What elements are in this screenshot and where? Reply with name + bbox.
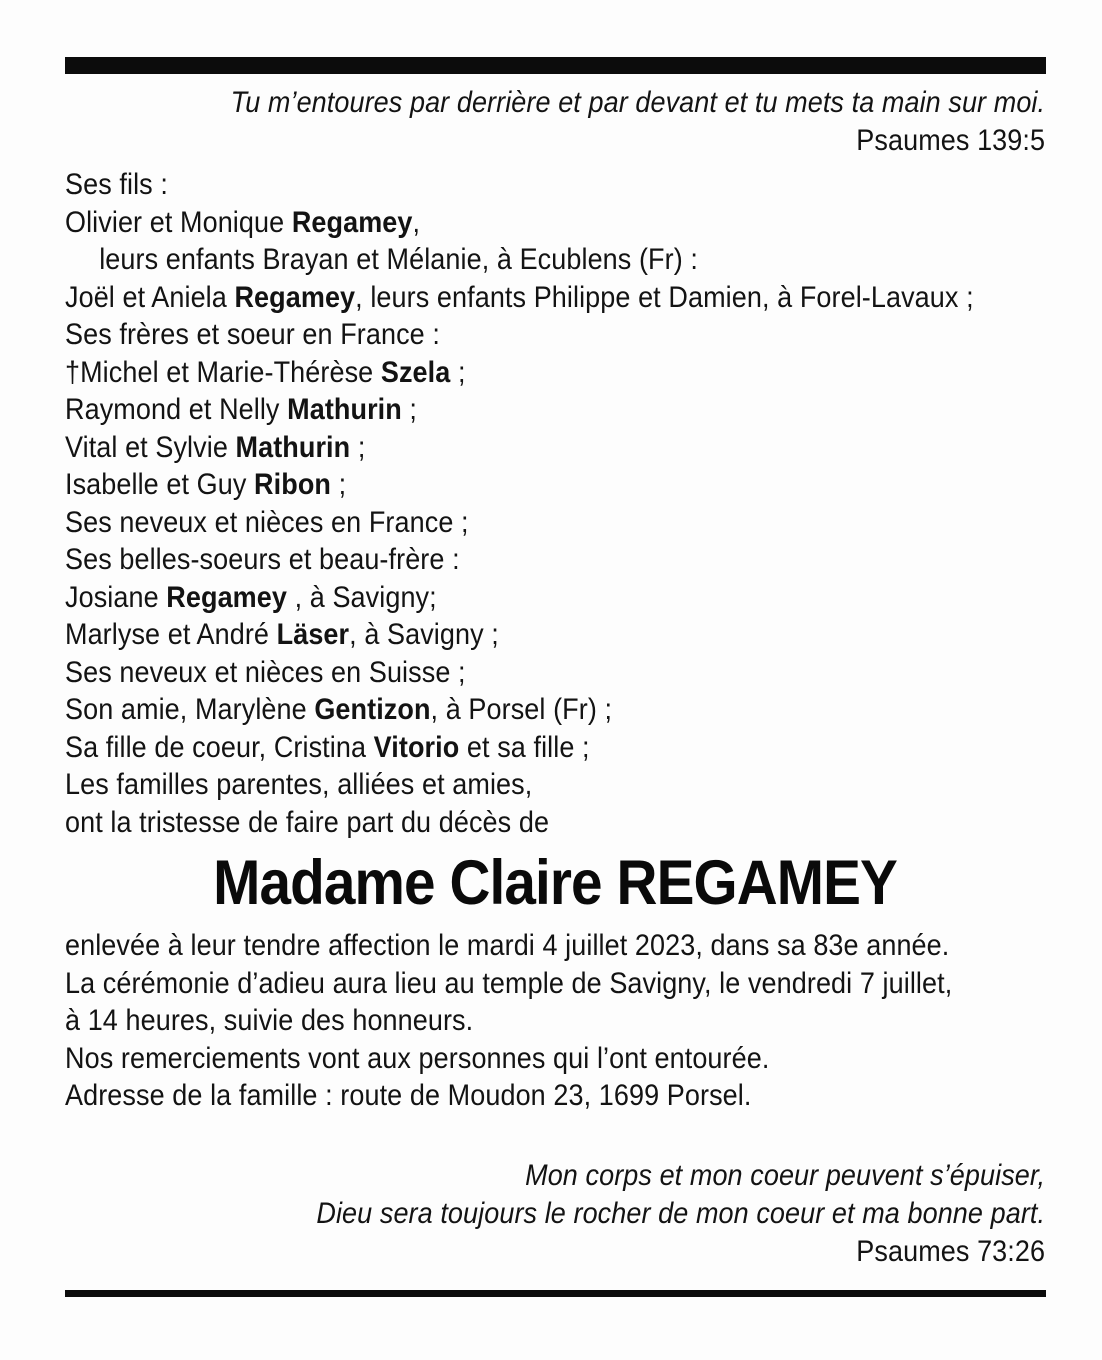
line-text: , leurs enfants Philippe et Damien, à Forel-Lavaux ; [355,280,974,314]
text-line [65,691,1045,729]
text-line [65,541,1045,579]
line-text: Son amie, Marylène [65,693,315,726]
closing-scripture-verse-line1: Mon corps et mon coeur peuvent s’épuiser, [525,1158,1046,1192]
line-text: et sa fille ; [459,730,590,764]
text-line [65,1002,1045,1040]
text-line [65,391,1045,429]
line-text: Ses fils : [65,168,168,201]
family-surname: Regamey [291,205,413,239]
ceremony-details-lines [65,927,1045,1115]
line-text: Ses frères et soeur en France : [65,318,440,351]
text-line [65,166,1045,204]
closing-scripture-reference: Psaumes 73:26 [856,1234,1046,1268]
text-line [65,766,1045,804]
family-surname: Mathurin [235,430,351,464]
opening-scripture-quote [65,0,1045,160]
line-text: †Michel et Marie-Thérèse [65,355,381,389]
family-surname: Mathurin [287,393,402,426]
text-line [65,241,1045,279]
line-text: Nos remerciements vont aux personnes qui l’ont entourée. [65,1041,770,1075]
line-text: , à Porsel (Fr) ; [430,693,613,726]
line-text: , à Savigny; [286,580,437,614]
text-line [65,429,1045,467]
text-line [65,804,1045,842]
deceased-name-title: Madame Claire REGAMEY [213,848,897,918]
family-surname: Läser [276,618,350,651]
family-surname: Regamey [234,280,356,314]
opening-scripture-verse: Tu m’entoures par derrière et par devant et tu mets ta main sur moi. [230,86,1046,119]
line-text: Ses belles-soeurs et beau-frère : [65,543,460,576]
text-line [65,654,1045,692]
line-text: Isabelle et Guy [65,468,255,501]
text-line [65,579,1045,617]
line-text: Olivier et Monique [65,205,292,239]
line-text: Les familles parentes, alliées et amies, [65,768,533,801]
bottom-divider-rule [65,1290,1046,1297]
text-line [65,616,1045,654]
text-line [65,1040,1045,1078]
text-line [65,279,1045,317]
family-surname: Gentizon [314,693,431,726]
opening-scripture-reference: Psaumes 139:5 [856,124,1046,157]
line-text: Joël et Aniela [65,280,235,314]
line-text: Ses neveux et nièces en France ; [65,505,469,539]
text-line [65,204,1045,242]
line-text: ; [350,430,366,464]
line-text: Josiane [65,580,167,614]
text-line [65,1077,1045,1115]
line-text: , à Savigny ; [349,618,499,651]
family-surname: Regamey [166,580,287,614]
line-text: ; [330,468,347,501]
line-text: ont la tristesse de faire part du décès de [65,805,550,839]
family-surname: Ribon [254,468,331,501]
obituary-content [65,0,1045,1271]
line-text: leurs enfants Brayan et Mélanie, à Ecublens (Fr) : [99,243,698,276]
family-announcement-lines [65,166,1045,841]
text-line [65,927,1045,965]
text-line [65,316,1045,354]
closing-scripture-quote [65,1157,1045,1271]
line-text: Marlyse et André [65,618,277,651]
line-text: Sa fille de coeur, Cristina [65,730,374,764]
text-line [65,729,1045,767]
line-text: Adresse de la famille : route de Moudon 23, 1699 Porsel. [65,1079,752,1112]
line-text: Raymond et Nelly [65,393,288,426]
family-surname: Vitorio [373,730,460,764]
closing-scripture-verse-line2: Dieu sera toujours le rocher de mon coeur et ma bonne part. [316,1196,1046,1230]
family-surname: Szela [380,355,451,389]
line-text: ; [450,355,466,389]
line-text: Ses neveux et nièces en Suisse ; [65,655,466,689]
text-line [65,354,1045,392]
text-line [65,504,1045,542]
line-text: à 14 heures, suivie des honneurs. [65,1004,474,1037]
line-text: Vital et Sylvie [65,430,236,464]
line-text: , [412,205,421,239]
text-line [65,965,1045,1003]
text-line [65,466,1045,504]
line-text: ; [401,393,418,426]
line-text: La cérémonie d’adieu aura lieu au temple de Savigny, le vendredi 7 juillet, [65,966,953,1000]
line-text: enlevée à leur tendre affection le mardi 4 juillet 2023, dans sa 83e année. [65,929,950,962]
